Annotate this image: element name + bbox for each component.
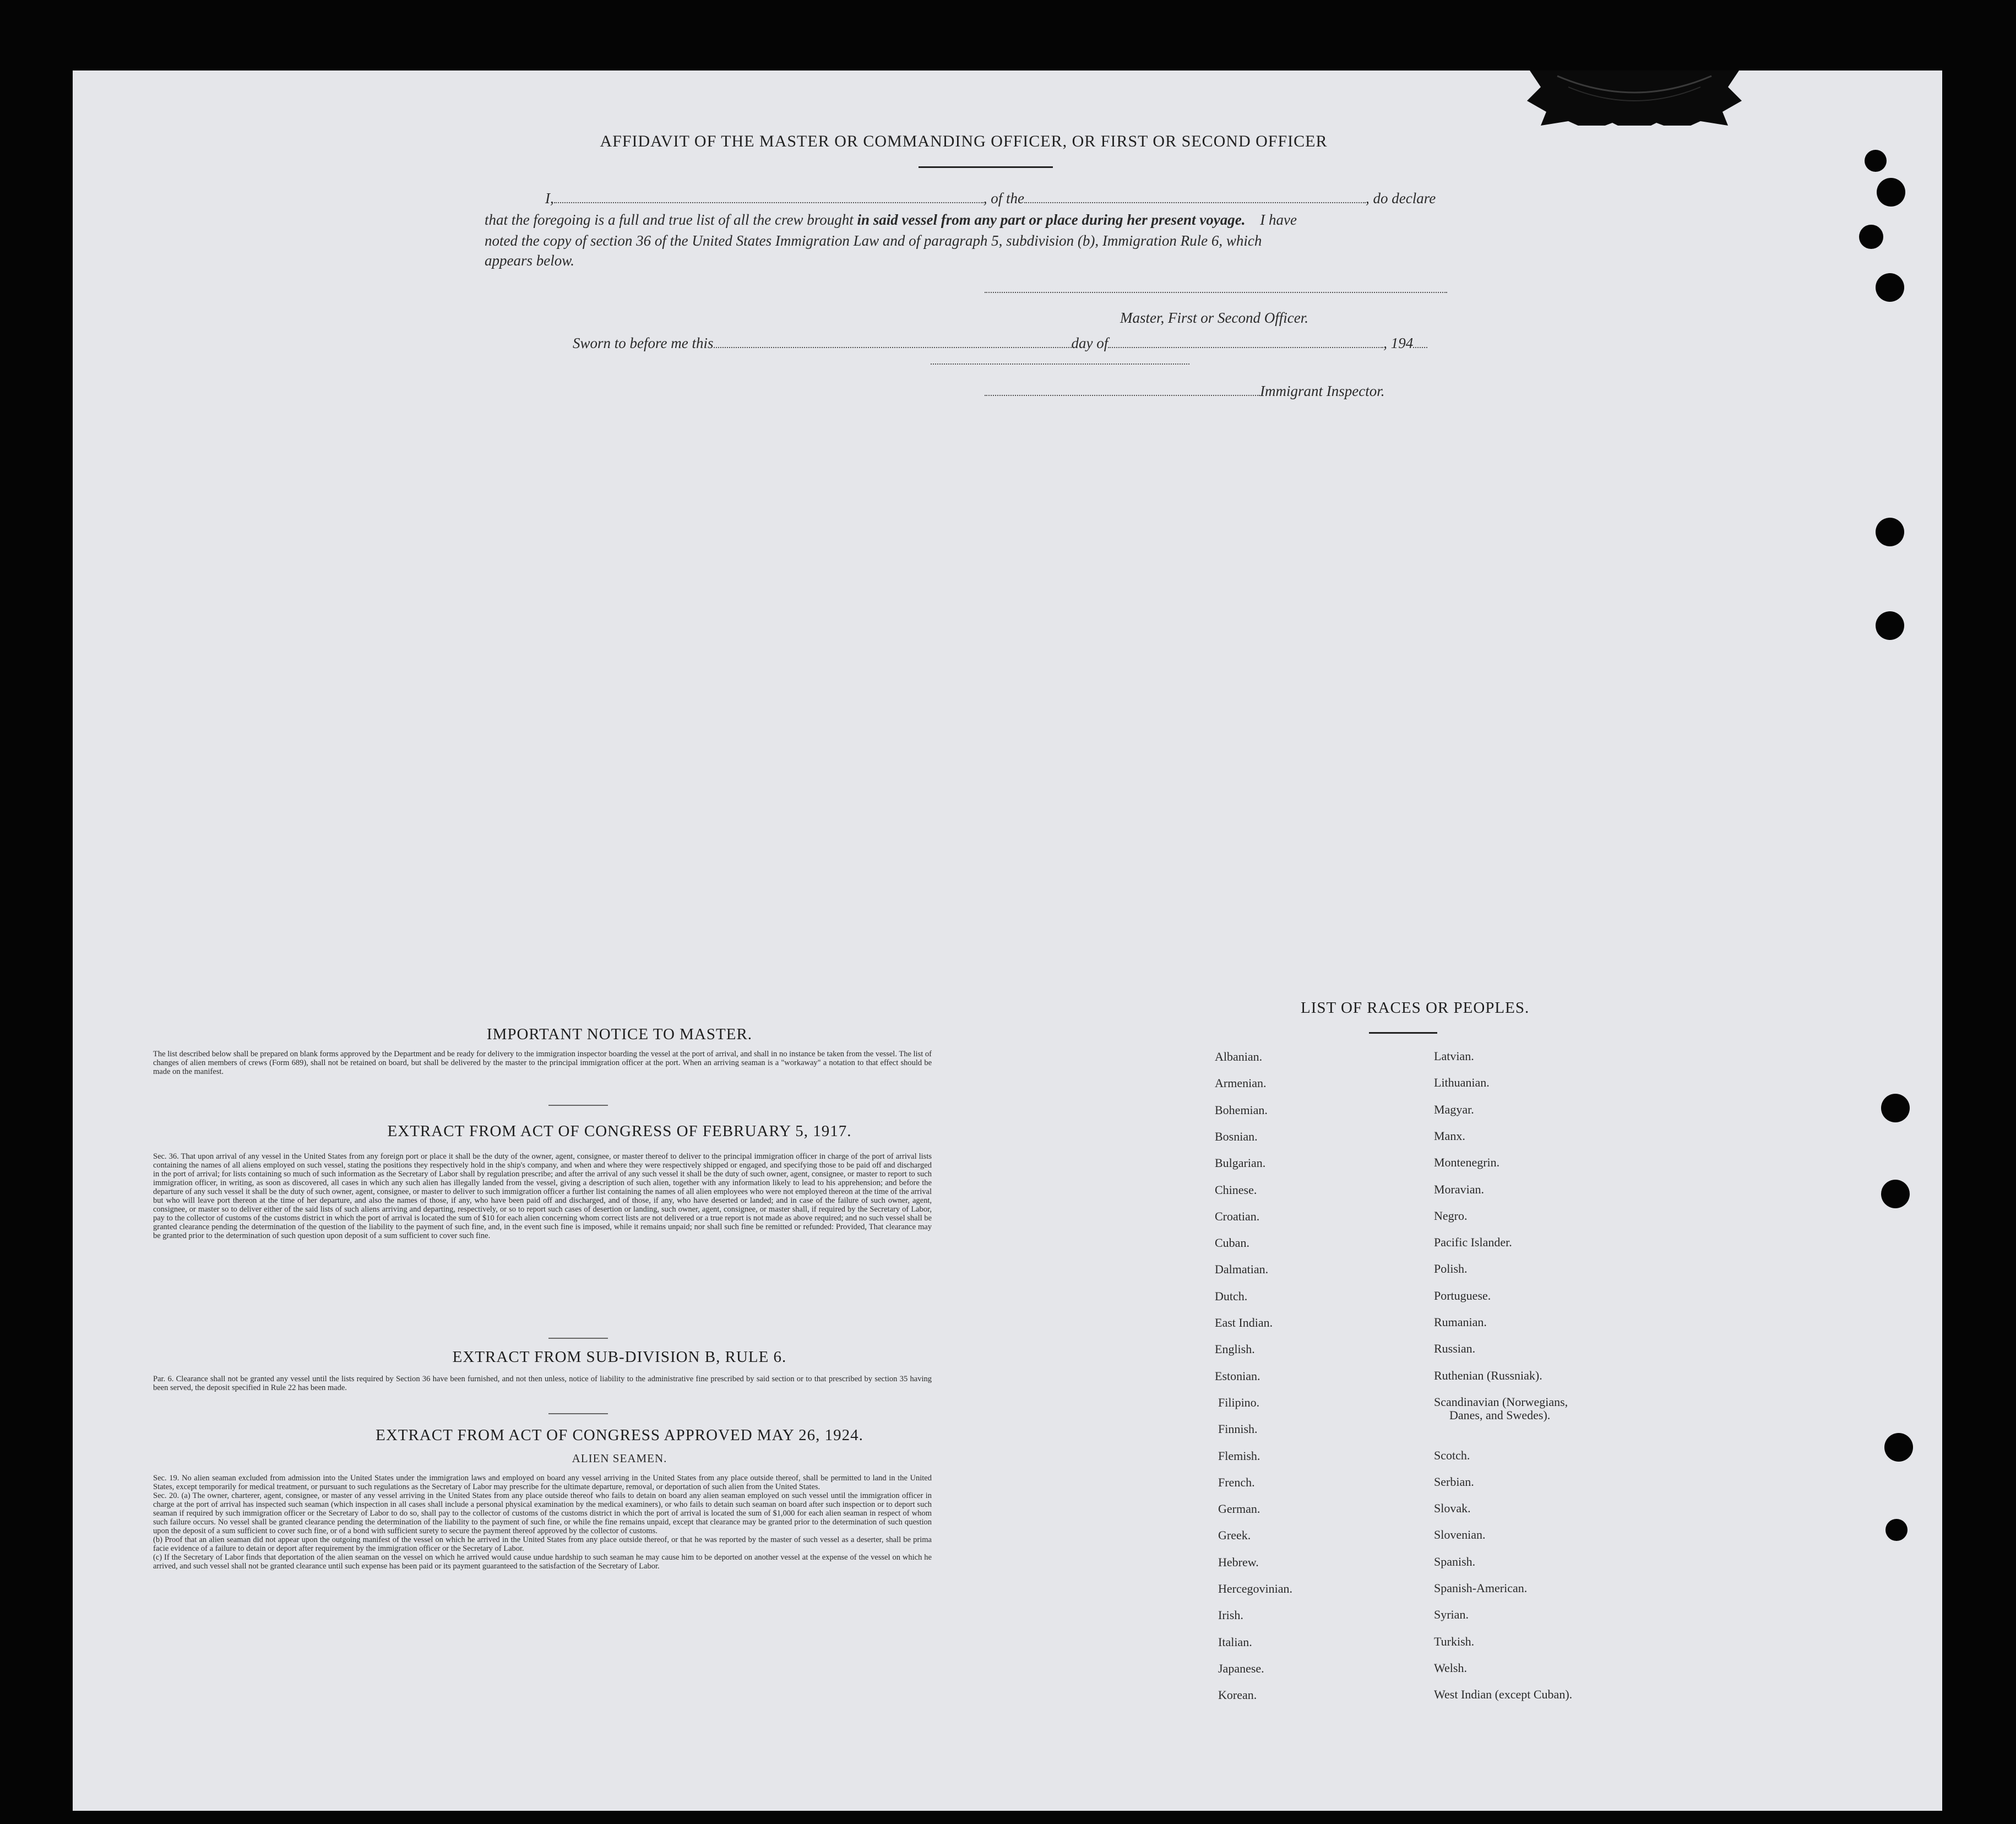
- race-item: Bulgarian.: [1215, 1156, 1266, 1170]
- sec-20c-text: (c) If the Secretary of Labor finds that deportation of the alien seaman on the vessel on which he arrived would cause undue hardship to such seaman he may cause him to be deported on another vessel at the expense of the vessel on which he arrived, and such vessel shall not be granted clearance until such expense has been paid or its payment guaranteed to the satisfaction of the Secretary of Labor.: [153, 1553, 932, 1571]
- sec-20b-text: (b) Proof that an alien seaman did not appear upon the outgoing manifest of the vessel on which he arrived in the United States from any place outside thereof, or that he was reported by the master of such vessel as a deserter, shall be prima facie evidence of a failure to detain or deport after requirement by the immigration officer or the Secretary of Labor.: [153, 1535, 932, 1553]
- race-item: Spanish.: [1434, 1554, 1476, 1568]
- inspector-line: [985, 383, 1384, 400]
- binder-hole: [1885, 1519, 1908, 1541]
- binder-hole: [1877, 178, 1905, 207]
- race-item: Italian.: [1218, 1635, 1252, 1649]
- race-item: French.: [1218, 1475, 1255, 1489]
- race-item: Portuguese.: [1434, 1288, 1491, 1302]
- race-item: Syrian.: [1434, 1608, 1469, 1622]
- master-caption: Master, First or Second Officer.: [1120, 310, 1308, 326]
- race-item: Flemish.: [1218, 1448, 1260, 1463]
- sworn-line: [573, 335, 1427, 352]
- sec-19-text: Sec. 19. No alien seaman excluded from admission into the United States under the immigration laws and employed on board any vessel arriving in the United States from any place outside thereof, shall be permitted to land in the United States, except temporarily for medical treatment, or pursuant to such regulations as the Secretary of Labor may prescribe for the ultimate departure, removal, or deportation of such alien from the United States.: [153, 1474, 932, 1491]
- race-item: Dutch.: [1215, 1289, 1248, 1303]
- inspector-line-1[interactable]: [931, 363, 1189, 365]
- extract-1924-text: [153, 1474, 932, 1571]
- race-item: Welsh.: [1434, 1660, 1467, 1675]
- notice-text: The list described below shall be prepared on blank forms approved by the Department and be ready for delivery to the immigration inspector boarding the vessel at the port of arrival, and shall in no instance be taken from the vessel. The list of changes of alien members of crews (Form 689), shall not be retained on board, but shall be delivered by the master to the principal immigration officer at the port. When an arriving seaman is a "workaway" a notation to that effect should be made on the manifest.: [153, 1050, 932, 1076]
- affidavit-line-4: appears below.: [485, 252, 574, 269]
- extract-1924-title: EXTRACT FROM ACT OF CONGRESS APPROVED MAY 26, 1924.: [376, 1426, 863, 1444]
- race-item: Magyar.: [1434, 1102, 1474, 1116]
- race-item: Slovenian.: [1434, 1528, 1486, 1542]
- embossed-seal: [1524, 70, 1745, 126]
- affidavit-text-3: I have: [1260, 211, 1297, 228]
- race-item: Pacific Islander.: [1434, 1235, 1512, 1250]
- vessel-label: , of the: [983, 190, 1024, 207]
- race-item: Greek.: [1218, 1528, 1251, 1543]
- races-title: LIST OF RACES OR PEOPLES.: [1301, 999, 1530, 1017]
- race-item: Turkish.: [1434, 1634, 1475, 1648]
- race-item: Russian.: [1434, 1342, 1476, 1356]
- race-item: Japanese.: [1218, 1661, 1264, 1675]
- extract-rule6-text: Par. 6. Clearance shall not be granted any vessel until the lists required by Section 36 have been furnished, and not then unless, notice of liability to the administrative fine prescribed by said section or to that prescribed by section 35 having been served, the deposit specified in Rule 22 has been made.: [153, 1375, 932, 1392]
- race-item: Cuban.: [1215, 1236, 1249, 1250]
- races-title-underline: [1369, 1032, 1437, 1034]
- sworn-label: Sworn to before me this: [573, 335, 714, 351]
- race-item: Dalmatian.: [1215, 1262, 1269, 1277]
- race-item: Polish.: [1434, 1262, 1468, 1276]
- affidavit-text-2: in said vessel from any part or place during her present voyage.: [857, 211, 1246, 228]
- race-item: Slovak.: [1434, 1501, 1471, 1516]
- master-signature-field[interactable]: [985, 292, 1447, 293]
- section-divider: [548, 1105, 608, 1106]
- race-item: Moravian.: [1434, 1182, 1485, 1196]
- race-item: Bohemian.: [1215, 1103, 1268, 1117]
- race-item: Filipino.: [1218, 1395, 1260, 1409]
- declarant-label: I,: [545, 190, 554, 207]
- extract-1917-title: EXTRACT FROM ACT OF CONGRESS OF FEBRUARY 5, 1917.: [387, 1122, 852, 1140]
- race-item: Albanian.: [1215, 1050, 1263, 1063]
- day-of-label: day of: [1071, 335, 1108, 351]
- binder-hole: [1859, 225, 1883, 249]
- affidavit-text-1: that the foregoing is a full and true list of all the crew brought: [485, 211, 854, 228]
- race-item: Spanish-American.: [1434, 1581, 1528, 1595]
- binder-hole: [1884, 1433, 1913, 1462]
- sec-20a-text: Sec. 20. (a) The owner, charterer, agent, consignee, or master of any vessel arriving in the United States from any place outside thereof who fails to detain on board any alien seaman employed on such vessel until the immigration officer in charge at the port of arrival has inspected such seaman (which inspection in all cases shall include a personal physical examination by the medical examiners), or who fails to detain such seaman on board after such inspection or to deport such seaman if required by such immigration officer or the Secretary of Labor to do so, shall pay to the collector of customs of the customs district in which the port of arrival is located the sum of $1,000 for each alien seaman in respect of whom such failure occurs. No vessel shall be granted clearance pending the determination of the liability to the payment of such fine, or while the fine remains unpaid, except that clearance may be granted prior to the determination of such question upon the deposit of a sum sufficient to cover such fine, or of a bond with sufficient surety to secure the payment thereof approved by the collector of customs.: [153, 1491, 932, 1535]
- binder-hole: [1881, 1094, 1910, 1122]
- race-item: Rumanian.: [1434, 1315, 1487, 1329]
- inspector-signature-field[interactable]: [985, 395, 1260, 396]
- affidavit-title: AFFIDAVIT OF THE MASTER OR COMMANDING OFFICER, OR FIRST OR SECOND OFFICER: [600, 132, 1328, 150]
- binder-hole: [1876, 518, 1904, 546]
- race-item: Irish.: [1218, 1608, 1243, 1622]
- inspector-caption: Immigrant Inspector.: [1260, 383, 1385, 399]
- affidavit-line-3: noted the copy of section 36 of the United States Immigration Law and of paragraph 5, subdivision (b), Immigration Rule 6, which: [485, 232, 1262, 249]
- race-item: Negro.: [1434, 1208, 1468, 1223]
- title-underline: [919, 166, 1053, 168]
- race-item: Scotch.: [1434, 1448, 1470, 1462]
- section-divider: [548, 1338, 608, 1339]
- race-item: Finnish.: [1218, 1422, 1258, 1436]
- race-item: Latvian.: [1434, 1049, 1474, 1063]
- race-item: English.: [1215, 1342, 1255, 1356]
- extract-rule6-title: EXTRACT FROM SUB-DIVISION B, RULE 6.: [452, 1348, 787, 1366]
- affidavit-line-2: [485, 211, 1481, 229]
- race-item-continuation: Danes, and Swedes).: [1449, 1408, 1551, 1422]
- year-label: , 194: [1383, 335, 1414, 351]
- race-item: Hebrew.: [1218, 1555, 1259, 1569]
- binder-hole: [1881, 1180, 1910, 1208]
- vessel-name-field[interactable]: [1024, 202, 1366, 203]
- extract-1917-text: Sec. 36. That upon arrival of any vessel in the United States from any foreign port or place it shall be the duty of the owner, agent, consignee, or master thereof to deliver to the principal immigration officer in charge of the port of arrival lists containing the names of all aliens employed on such vessel, stating the positions they respectively hold in the ship's company, and when and where they were respectively shipped or engaged, and specifying those to be paid off and discharged in the port of arrival; for lists containing so much of such information as the Secretary of Labor shall by regulation prescribe; and after the arrival of any such vessel it shall be the duty of such owner, agent, consignee, or master to report to such immigration officer, in writing, as soon as discovered, all cases in which any such alien has illegally landed from the vessel, giving a description of such alien, together with any information likely to lead to his apprehension; and before the departure of any such vessel it shall be the duty of such owner, agent, consignee, or master to deliver to such immigration officer a further list containing the names of all alien employees who were not employed thereon at the time of the arrival but who will leave port thereon at the time of her departure, and also the names of those, if any, who have been paid off and discharged, and of those, if any, who have deserted or landed; and in case of the failure of such owner, agent, consignee, or master so to deliver either of the said lists of such aliens arriving and departing, respectively, or so to report such cases of desertion or landing, such owner, agent, consignee, or master shall, if required by the Secretary of Labor, pay to the collector of customs of the customs district in which the port of arrival is located the sum of $10 for each alien concerning whom correct lists are not delivered or a true report is not made as above required; and no such vessel shall be granted clearance pending the determination of the question of the liability to the payment of such fine, and, in the event such fine is imposed, while it remains unpaid; nor shall such fine be remitted or refunded: Provided, That clearance may be granted prior to the determination of such question upon deposit of a sum sufficient to cover such fine.: [153, 1152, 932, 1240]
- race-item: Lithuanian.: [1434, 1076, 1490, 1090]
- affidavit-line-1: [485, 190, 1481, 207]
- race-item: West Indian (except Cuban).: [1434, 1687, 1573, 1702]
- binder-hole: [1876, 273, 1904, 302]
- race-item: German.: [1218, 1502, 1260, 1516]
- sworn-month-field[interactable]: [1108, 347, 1383, 348]
- race-item: Manx.: [1434, 1128, 1465, 1143]
- declarant-name-field[interactable]: [554, 202, 983, 203]
- year-field[interactable]: [1413, 347, 1427, 348]
- race-item: Estonian.: [1215, 1369, 1260, 1383]
- section-divider: [548, 1413, 608, 1414]
- binder-hole: [1865, 150, 1887, 172]
- race-item: Armenian.: [1215, 1076, 1267, 1090]
- binder-hole: [1876, 611, 1904, 640]
- race-item: Scandinavian (Norwegians, Danes, and Swedes).: [1434, 1394, 1568, 1422]
- race-item: Montenegrin.: [1434, 1155, 1500, 1170]
- race-item: Serbian.: [1434, 1474, 1474, 1489]
- declare-label: , do declare: [1366, 190, 1436, 207]
- sworn-day-field[interactable]: [714, 347, 1072, 348]
- notice-title: IMPORTANT NOTICE TO MASTER.: [486, 1025, 753, 1043]
- race-item: Ruthenian (Russniak).: [1434, 1368, 1542, 1382]
- race-item: Croatian.: [1215, 1209, 1260, 1223]
- race-item: Chinese.: [1215, 1182, 1257, 1197]
- race-item: Korean.: [1218, 1688, 1257, 1702]
- race-item: Bosnian.: [1215, 1129, 1258, 1143]
- race-item: East Indian.: [1215, 1316, 1273, 1329]
- extract-1924-subtitle: ALIEN SEAMEN.: [572, 1452, 667, 1465]
- race-item: Hercegovinian.: [1218, 1582, 1292, 1595]
